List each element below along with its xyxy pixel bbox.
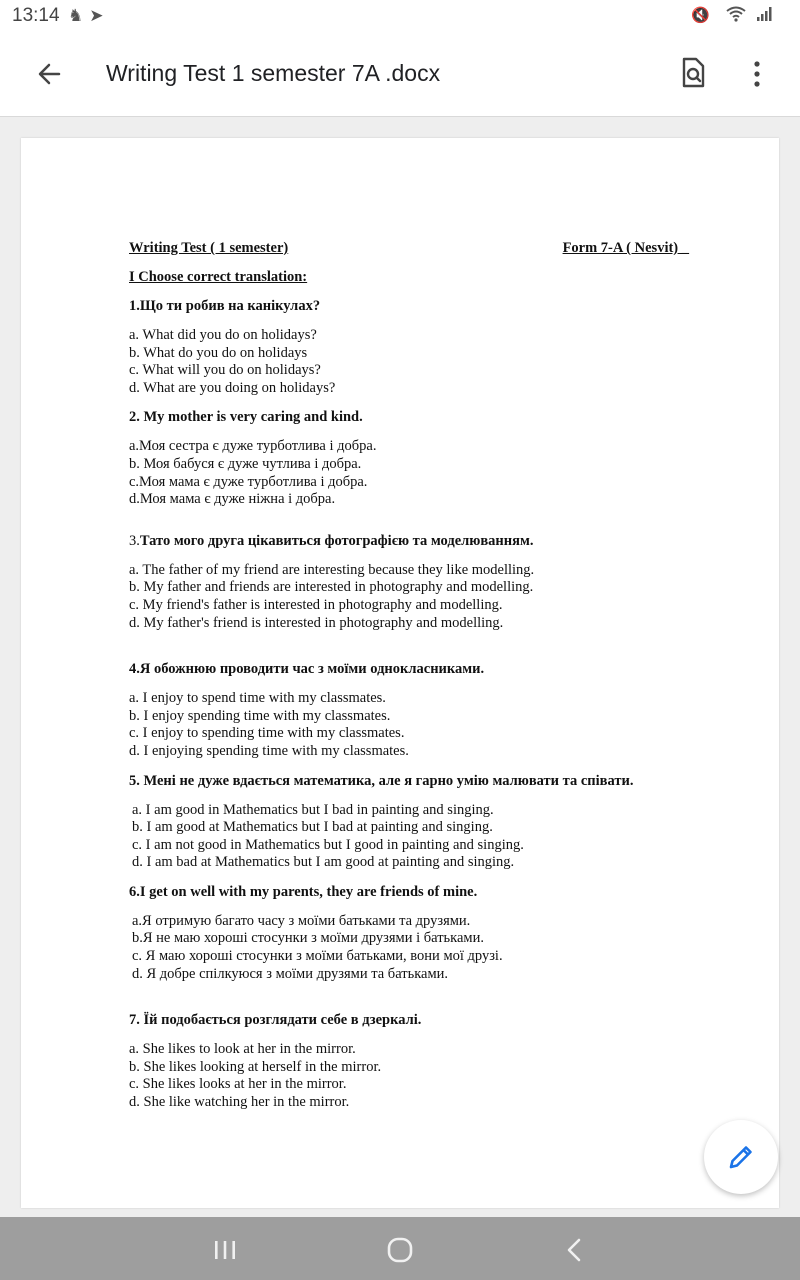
document-header bbox=[129, 240, 689, 257]
option: a.Я отримую багато часу з моїми батьками та друзями. bbox=[132, 912, 471, 929]
question-1-options bbox=[129, 327, 689, 397]
question-2: 2. My mother is very caring and kind. bbox=[129, 409, 363, 426]
option: d. What are you doing on holidays? bbox=[129, 379, 336, 396]
header-right: Form 7-A ( Nesvit) _ bbox=[562, 240, 689, 256]
option: c. She likes looks at her in the mirror. bbox=[129, 1076, 347, 1093]
system-nav-bar bbox=[0, 1217, 800, 1280]
option: c. What will you do on holidays? bbox=[129, 362, 321, 379]
option: b. What do you do on holidays bbox=[129, 344, 308, 361]
question-3 bbox=[129, 533, 689, 550]
option: c.Моя мама є дуже турботлива і добра. bbox=[129, 473, 368, 490]
option: b. My father and friends are interested in photography and modelling. bbox=[129, 579, 534, 596]
option: d. Я добре спілкуюся з моїми друзями та батьками. bbox=[132, 965, 449, 982]
rocket-icon: ♞ bbox=[68, 6, 90, 25]
system-icons bbox=[691, 6, 772, 24]
nav-back-button[interactable] bbox=[560, 1235, 590, 1265]
back-icon bbox=[560, 1235, 590, 1265]
option: b. She likes looking at herself in the mirror. bbox=[129, 1058, 382, 1075]
option: b. I enjoy spending time with my classmates. bbox=[129, 707, 391, 724]
option: a. I am good in Mathematics but I bad in painting and singing. bbox=[132, 801, 494, 818]
option: a. I enjoy to spend time with my classmates. bbox=[129, 690, 386, 707]
option: d. I enjoying spending time with my classmates. bbox=[129, 742, 409, 759]
back-button[interactable] bbox=[32, 56, 68, 92]
edit-button[interactable] bbox=[704, 1120, 778, 1194]
question-4-options bbox=[129, 690, 689, 760]
option: d.Моя мама є дуже ніжна і добра. bbox=[129, 491, 336, 508]
document-content bbox=[129, 240, 689, 1112]
option: b. I am good at Mathematics but I bad at painting and singing. bbox=[132, 819, 493, 836]
section-title: I Choose correct translation: bbox=[129, 269, 308, 285]
option: a.Моя сестра є дуже турботлива і добра. bbox=[129, 438, 377, 455]
mute-icon: 🔇 bbox=[690, 7, 716, 24]
home-icon bbox=[385, 1235, 415, 1265]
question-5: 5. Мені не дуже вдається математика, але я гарно умію малювати та співати. bbox=[129, 772, 634, 789]
question-1: 1.Що ти робив на канікулах? bbox=[129, 298, 321, 314]
question-3-text: Тато мого друга цікавиться фотографією та моделюванням. bbox=[139, 532, 534, 549]
find-in-document-button[interactable] bbox=[678, 56, 708, 90]
question-3-options bbox=[129, 562, 689, 632]
recents-icon bbox=[210, 1235, 240, 1265]
question-6-options bbox=[129, 913, 689, 983]
option: c. Я маю хороші стосунки з моїми батьками, вони мої друзі. bbox=[132, 948, 503, 965]
app-bar bbox=[0, 34, 800, 117]
option: c. I am not good in Mathematics but I good in painting and singing. bbox=[132, 836, 524, 853]
header-left: Writing Test ( 1 semester) bbox=[129, 240, 289, 256]
question-3-number: 3. bbox=[129, 532, 140, 549]
recents-button[interactable] bbox=[210, 1235, 240, 1265]
question-5-options bbox=[129, 802, 689, 872]
wifi-icon bbox=[716, 7, 756, 24]
notification-icons bbox=[68, 6, 110, 26]
option: b. Моя бабуся є дуже чутлива і добра. bbox=[129, 455, 362, 472]
edit-pencil-icon bbox=[727, 1143, 755, 1171]
option: c. I enjoy to spending time with my classmates. bbox=[129, 725, 405, 742]
status-time: 13:14 bbox=[12, 5, 60, 26]
telegram-icon: ➤ bbox=[89, 6, 110, 25]
back-arrow-icon bbox=[32, 56, 68, 92]
more-options-button[interactable] bbox=[744, 56, 770, 92]
option: a. What did you do on holidays? bbox=[129, 327, 317, 343]
option: a. She likes to look at her in the mirror. bbox=[129, 1041, 356, 1058]
question-7: 7. Їй подобається розглядати себе в дзеркалі. bbox=[129, 1012, 422, 1029]
option: c. My friend's father is interested in photography and modelling. bbox=[129, 596, 503, 613]
find-in-document-icon bbox=[678, 56, 708, 90]
home-button[interactable] bbox=[385, 1235, 415, 1265]
status-bar bbox=[0, 0, 800, 34]
question-2-options bbox=[129, 438, 689, 508]
document-title: Writing Test 1 semester 7A .docx bbox=[106, 60, 441, 86]
option: b.Я не маю хороші стосунки з моїми друзями і батьками. bbox=[132, 930, 484, 947]
more-vert-icon bbox=[744, 56, 770, 92]
question-4: 4.Я обожнюю проводити час з моїми однокласниками. bbox=[129, 661, 485, 678]
question-7-options bbox=[129, 1041, 689, 1111]
option: a. The father of my friend are interesting because they like modelling. bbox=[129, 561, 535, 578]
option: d. She like watching her in the mirror. bbox=[129, 1094, 350, 1111]
document-page[interactable] bbox=[21, 138, 779, 1208]
question-6: 6.I get on well with my parents, they are friends of mine. bbox=[129, 883, 478, 900]
option: d. My father's friend is interested in photography and modelling. bbox=[129, 614, 504, 631]
signal-icon bbox=[756, 7, 772, 24]
option: d. I am bad at Mathematics but I am good at painting and singing. bbox=[132, 854, 515, 871]
